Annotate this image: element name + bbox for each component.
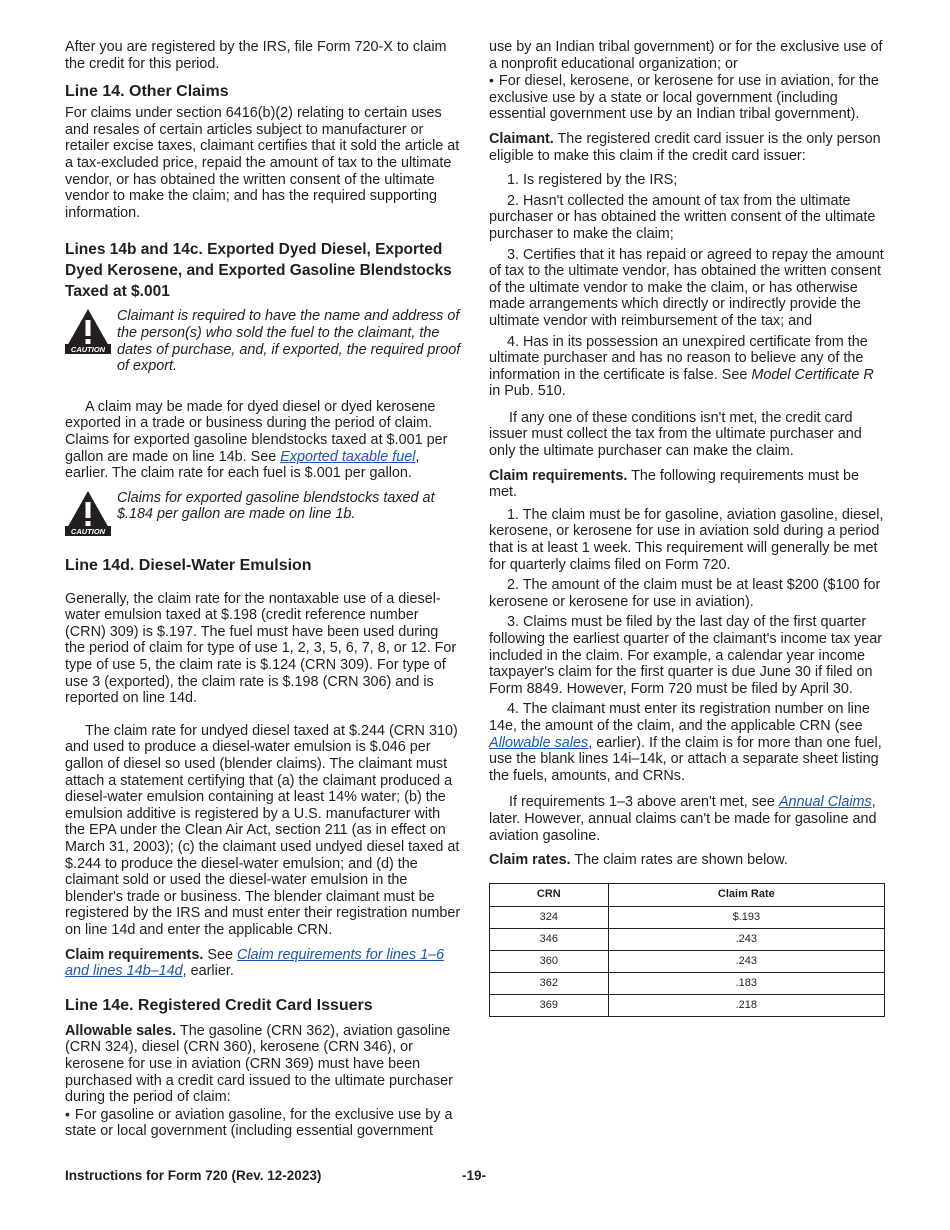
table-row (490, 972, 885, 994)
crn-cell: 324 (490, 906, 609, 928)
heading-lines-14b-14c: Lines 14b and 14c. Exported Dyed Diesel, Exported Dyed Kerosene, and Exported Gasoline Blendstocks Taxed at $.001 (65, 241, 452, 301)
table-row (490, 906, 885, 928)
column-header-crn: CRN (490, 883, 609, 906)
caution-icon (65, 308, 111, 374)
table-row (490, 950, 885, 972)
claim-requirements-link[interactable]: Claim requirements for lines 1–6 and lines 14b–14d (65, 946, 445, 980)
left-column (65, 39, 462, 1148)
heading-line-14: Line 14. Other Claims (65, 83, 229, 101)
column-header-claim-rate: Claim Rate (608, 883, 884, 906)
line-14d-paragraph-1: Generally, the claim rate for the nontaxable use of a diesel-water emulsion taxed at $.198 (credit reference number (CRN) 309) is $.197. The fuel must have been used during the period of claim for type of use 1, 2, 3, 5, 6, 7, 8, or 12. For type of use 5, the claim rate is $.124 (CRN 309). For type of use 3 (exported), the claim rate is $.198 (CRN 306) and is reported on line 14d. (65, 590, 457, 707)
bullet-item: • For gasoline or aviation gasoline, for the exclusive use by a state or local government (including essential government (65, 1106, 462, 1140)
caution-label: CAUTION (70, 345, 106, 355)
line-14-paragraph: For claims under section 6416(b)(2) relating to certain uses and resales of certain articles subject to manufacturer or retailer excise taxes, claimant certifies that it sold the article at a tax-excluded price, repaid the amount of tax to the ultimate vendor, or has obtained the written consent of the ultimate vendor to make the claim; and has the required supporting information. (65, 105, 460, 221)
claimant-condition-4: 4. Has in its possession an unexpired certificate from the ultimate purchaser and has no reason to believe any of the information in the certificate is false. See Model Certificate R in Pub. 510. (489, 333, 874, 400)
caution-note (65, 308, 462, 374)
requirement-1: 1. The claim must be for gasoline, aviation gasoline, diesel, kerosene, or kerosene for use in aviation sold during a period that is at least 1 week. This requirement will generally be met for quarterly claims filed on Form 720. (489, 506, 884, 573)
rate-cell: .218 (608, 994, 884, 1016)
rate-cell: .183 (608, 972, 884, 994)
claim-rates-paragraph: Claim rates. The claim rates are shown below. (489, 852, 788, 869)
annual-claims-paragraph: If requirements 1–3 above aren't met, see Annual Claims, later. However, annual claims can't be made for gasoline and aviation gasoline. (489, 794, 877, 844)
line-14d-paragraph-2: The claim rate for undyed diesel taxed at $.244 (CRN 310) and used to produce a diesel-water emulsion is $.046 per gallon of diesel so used (blender claims). The claimant must attach a statement certifying that (a) the claimant produced a diesel-water emulsion containing at least 14% water; (b) the emulsion additive is registered by a U.S. manufacturer with the EPA under the Clean Air Act, section 211 (as in effect on March 31, 2003); (c) the claimant used undyed diesel taxed at $.244 to produce the diesel-water emulsion; and (d) the claimant sold or used the diesel-water emulsion in the blender's trade or business. The blender claimant must be registered by the IRS and must enter their registration number on line 14d and enter the applicable CRN. (65, 722, 461, 938)
table-header-row (490, 883, 885, 906)
right-column (489, 39, 886, 1017)
rate-cell: $.193 (608, 906, 884, 928)
conditions-not-met-paragraph: If any one of these conditions isn't met, the credit card issuer must collect the tax from the ultimate purchaser and only the ultimate purchaser can make the claim. (489, 409, 862, 460)
allowable-sales-paragraph: Allowable sales. The gasoline (CRN 362), aviation gasoline (CRN 324), diesel (CRN 360), kerosene (CRN 346), or kerosene for use in aviation (CRN 369) must have been purchased with a credit card issued to the ultimate purchaser during the period of claim: (65, 1022, 453, 1106)
intro-paragraph: After you are registered by the IRS, file Form 720-X to claim the credit for this period. (65, 39, 447, 72)
heading-line-14e: Line 14e. Registered Credit Card Issuers (65, 996, 373, 1014)
caution-label: CAUTION (70, 526, 106, 536)
rate-cell: .243 (608, 928, 884, 950)
rate-cell: .243 (608, 950, 884, 972)
requirement-3: 3. Claims must be filed by the last day of the first quarter following the earliest quarter of the claimant's income tax year included in the claim. For example, a calendar year income taxpayer's claim for the first quarter is due June 30 if filed on Form 8849. However, Form 720 must be filed by April 30. (489, 614, 883, 697)
crn-cell: 360 (490, 950, 609, 972)
claimant-condition-2: 2. Hasn't collected the amount of tax from the ultimate purchaser or has obtained the written consent of the ultimate purchaser to make the claim; (489, 192, 876, 242)
claimant-condition-1: 1. Is registered by the IRS; (507, 172, 678, 189)
exported-taxable-fuel-link[interactable]: Exported taxable fuel (280, 448, 416, 465)
claim-requirements-paragraph: Claim requirements. See Claim requirements for lines 1–6 and lines 14b–14d, earlier. (65, 946, 445, 980)
crn-cell: 369 (490, 994, 609, 1016)
caution-text-2: Claims for exported gasoline blendstocks taxed at $.184 per gallon are made on line 1b. (117, 489, 435, 523)
caution-text: Claimant is required to have the name and address of the person(s) who sold the fuel to the claimant, the dates of purchase, and, if exported, the required proof of export. (117, 308, 461, 375)
table-row (490, 994, 885, 1016)
claimant-condition-3: 3. Certifies that it has repaid or agreed to repay the amount of tax to the ultimate vendor, has obtained the written consent of the ultimate vendor to make the claim, or has otherwise made arrangements which directly or indirectly provide the ultimate vendor with reimbursement of the tax; and (489, 246, 884, 329)
caution-note-2 (65, 490, 462, 536)
crn-cell: 346 (490, 928, 609, 950)
footer-form-title: Instructions for Form 720 (Rev. 12-2023) (65, 1168, 322, 1183)
annual-claims-link[interactable]: Annual Claims (778, 794, 872, 811)
allowable-sales-link[interactable]: Allowable sales (489, 734, 589, 751)
claim-rates-table (489, 883, 885, 1017)
caution-icon (65, 490, 111, 536)
requirements-paragraph: Claim requirements. The following requirements must be met. (489, 467, 860, 501)
bullet-continuation: use by an Indian tribal government) or for the exclusive use of a nonprofit educational organization; or (489, 39, 883, 72)
bullet-item: • For diesel, kerosene, or kerosene for use in aviation, for the exclusive use by a state or local government (including essential government use by an Indian tribal government). (489, 72, 886, 123)
heading-line-14d: Line 14d. Diesel-Water Emulsion (65, 556, 312, 574)
crn-cell: 362 (490, 972, 609, 994)
table-row (490, 928, 885, 950)
requirement-2: 2. The amount of the claim must be at least $200 ($100 for kerosene or kerosene for use in aviation). (489, 577, 881, 610)
requirement-4: 4. The claimant must enter its registration number on line 14e, the amount of the claim, and the applicable CRN (see Allowable sales, earlier). If the claim is for more than one fuel, use the blank lines 14i–14k, or attach a separate sheet listing the fuels, amounts, and CRNs. (489, 701, 882, 784)
lines-14b-14c-paragraph: A claim may be made for dyed diesel or dyed kerosene exported in a trade or business during the period of claim. Claims for exported gasoline blendstocks taxed at $.001 per gallon are made on line 14b. See Exported taxable fuel, earlier. The claim rate for each fuel is $.001 per gallon. (65, 398, 448, 482)
page-number: -19- (462, 1168, 487, 1183)
claimant-paragraph: Claimant. The registered credit card issuer is the only person eligible to make this claim if the credit card issuer: (489, 130, 881, 164)
